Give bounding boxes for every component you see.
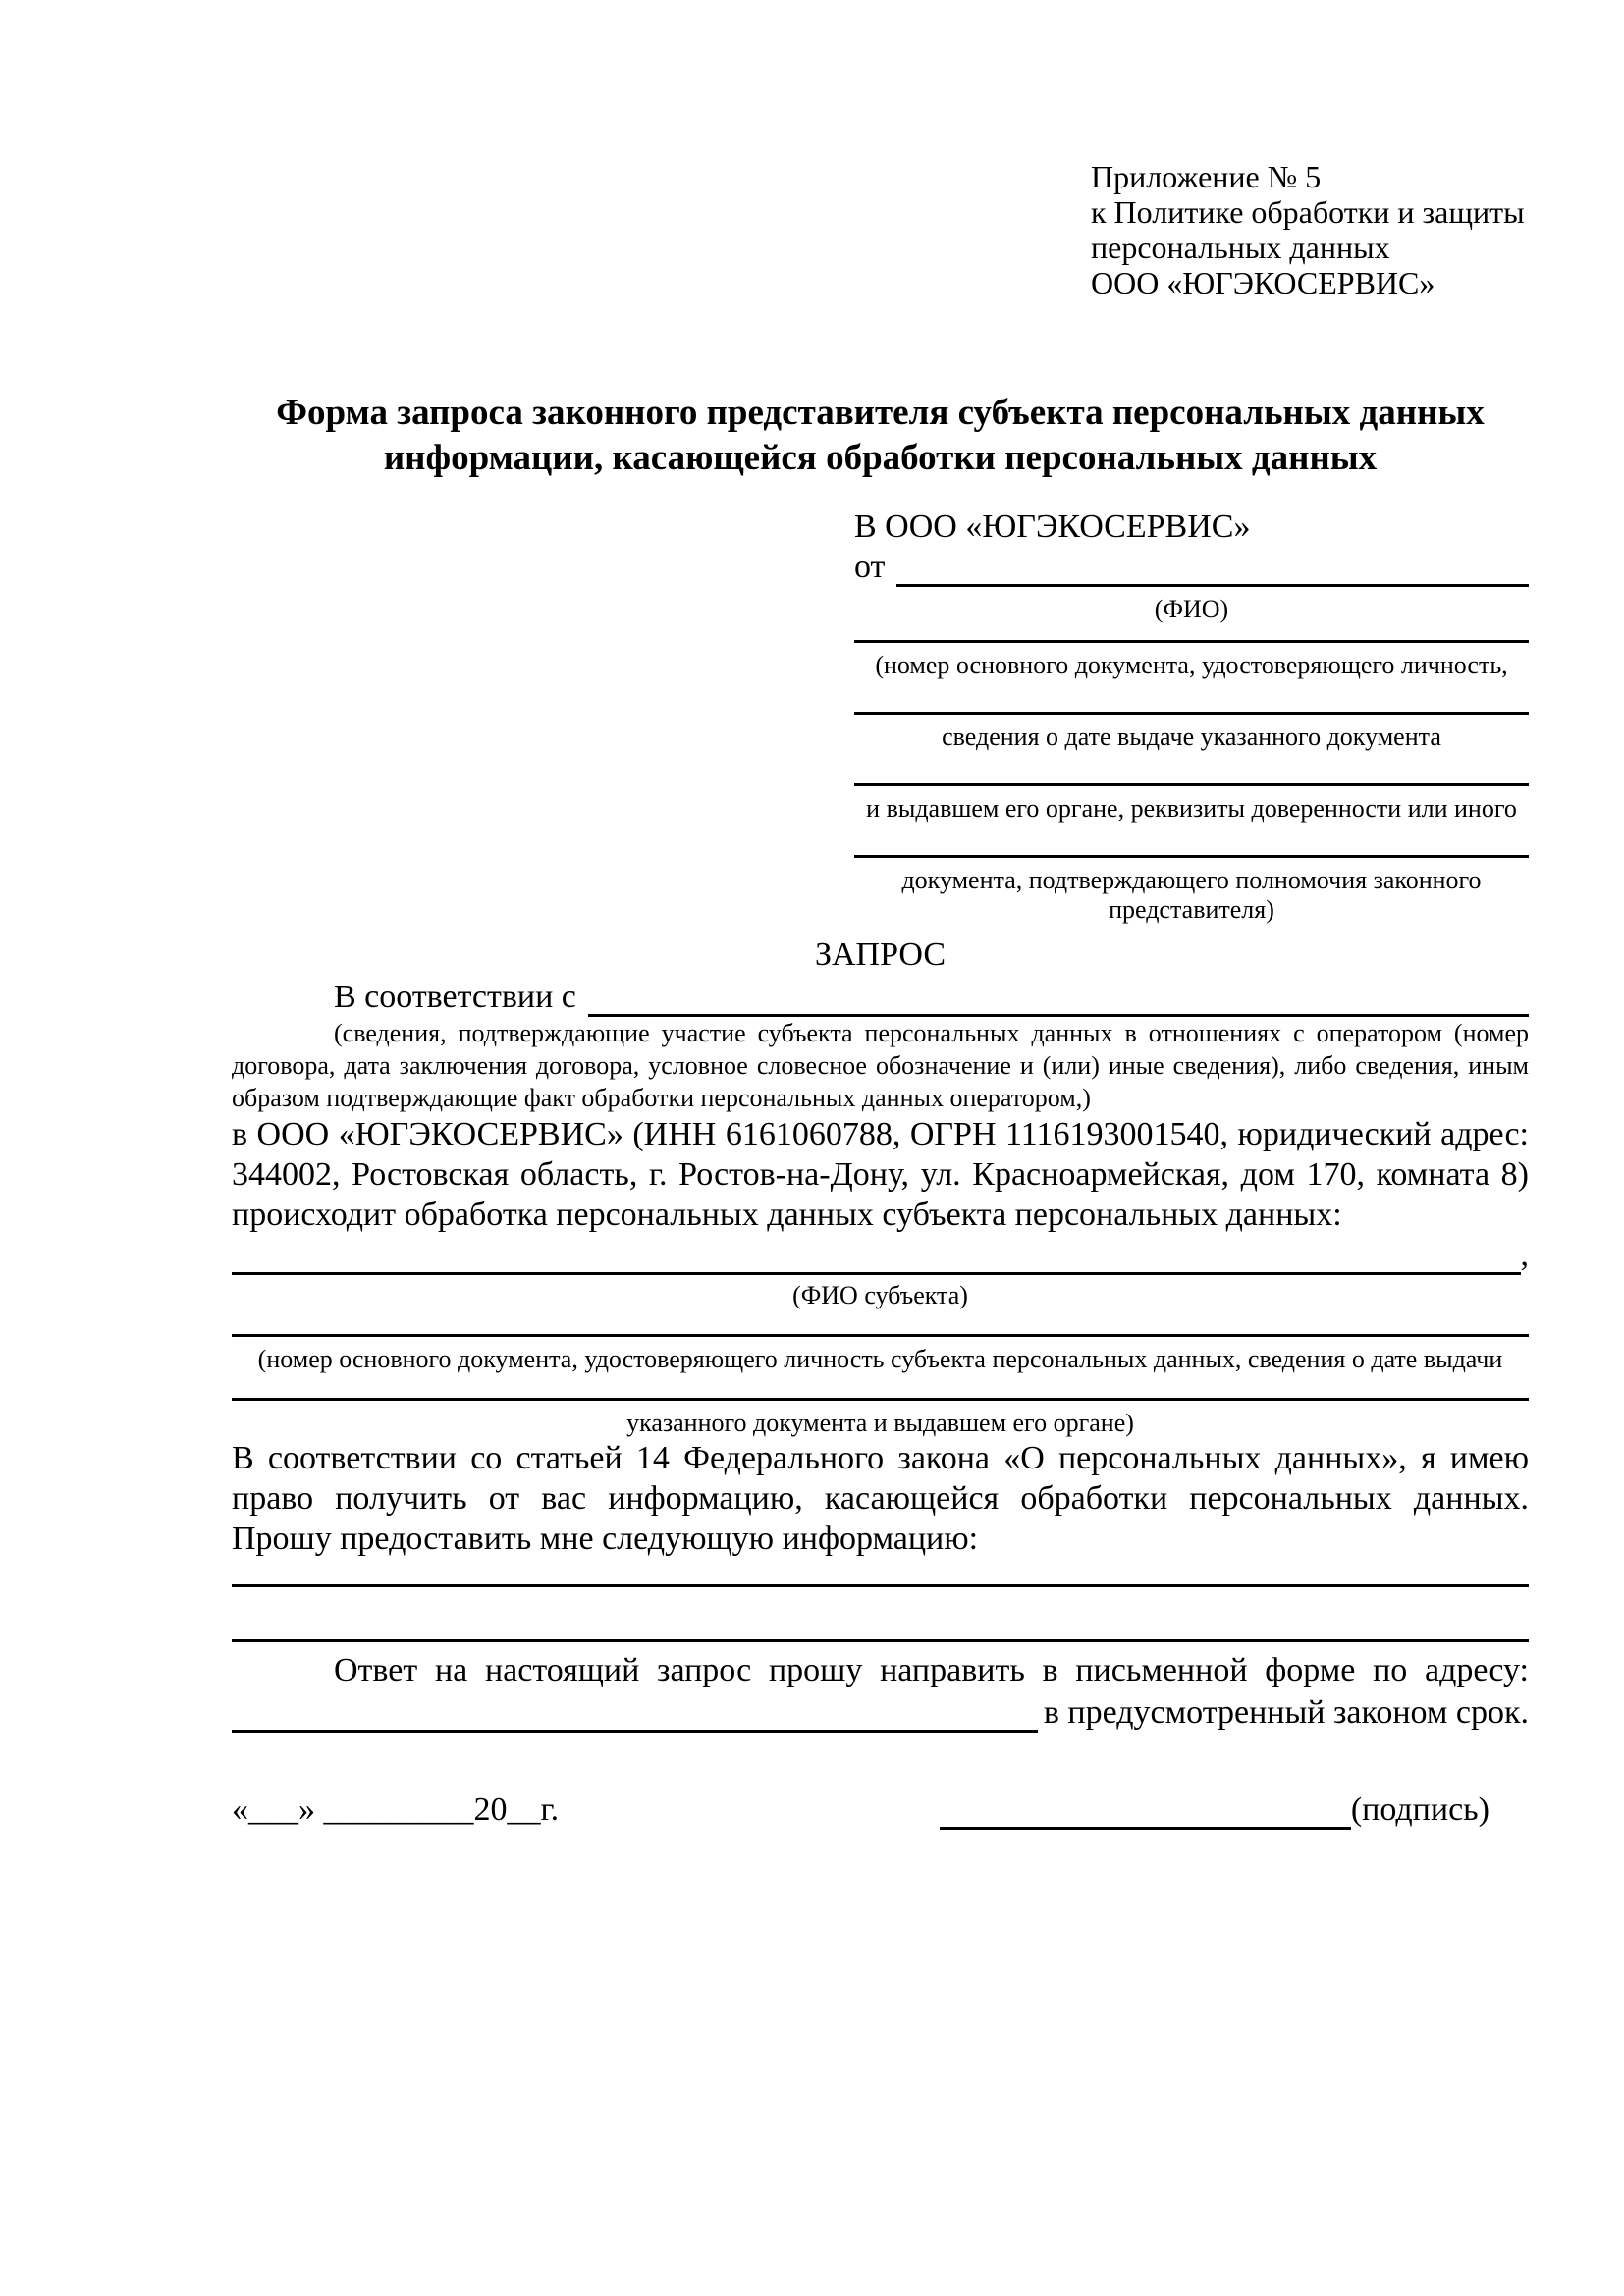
opening-fine-print: (сведения, подтверждающие участие субъекта персональных данных в отношениях с оператором (номер договора, дата заключения договора, условное словесное обозначение и (или) иные сведения), либо сведения, иным образом подтверждающие факт обработки персональных данных оператором,): [232, 1019, 1529, 1112]
from-blank-line: [896, 547, 1529, 587]
from-field: [854, 547, 1529, 587]
authority-hint: документа, подтверждающего полномочия законного представителя): [901, 866, 1482, 924]
appendix-note-line: Приложение № 5: [1091, 159, 1322, 194]
response-address-field: [232, 1692, 1529, 1733]
fio-hint: (ФИО): [1154, 595, 1229, 623]
appendix-note-line: персональных данных: [1091, 230, 1390, 265]
subject-fio-hint: (ФИО субъекта): [792, 1281, 968, 1309]
response-tail: в предусмотренный законом срок.: [1043, 1694, 1529, 1731]
addressee-block: [854, 507, 1529, 925]
subject-fio-blank-line: [232, 1235, 1521, 1275]
issuer-blank-line: [854, 783, 1529, 786]
operator-paragraph: в ООО «ЮГЭКОСЕРВИС» (ИНН 6161060788, ОГРН 1116193001540, юридический адрес: 344002, Ростовская область, г. Ростов-на-Дону, ул. Красноармейская, дом 170, комната 8) происходит обработка персональных данных субъекта персональных данных:: [232, 1116, 1529, 1233]
signature-field: [940, 1789, 1489, 1830]
request-heading: ЗАПРОС: [814, 936, 947, 973]
issue-date-hint: сведения о дате выдаче указанного документа: [942, 722, 1441, 751]
info-blank-line-1: [232, 1584, 1529, 1587]
law-paragraph: В соответствии со статьей 14 Федерального закона «О персональных данных», я имею право получить от вас информацию, касающейся обработки персональных данных. Прошу предоставить мне следующую информацию:: [232, 1440, 1529, 1557]
from-prefix: от: [854, 549, 886, 585]
appendix-note: [1091, 159, 1529, 300]
subject-fio-field: [232, 1235, 1529, 1275]
subject-doc-hint-1: (номер основного документа, удостоверяющего личность субъекта персональных данных, сведения о дате выдачи: [257, 1345, 1503, 1373]
response-paragraph: Ответ на настоящий запрос прошу направить в письменной форме по адресу:: [334, 1652, 1529, 1688]
subject-line-comma: ,: [1520, 1237, 1529, 1273]
issue-date-blank-line: [854, 712, 1529, 715]
signature-hint: (подпись): [1350, 1791, 1489, 1828]
doc-number-blank-line: [854, 640, 1529, 643]
form-title: [232, 391, 1529, 481]
info-blank-line-2: [232, 1639, 1529, 1642]
appendix-note-line: ООО «ЮГЭКОСЕРВИС»: [1091, 265, 1435, 300]
opening-line: [232, 977, 1529, 1017]
subject-issuer-blank-line: [232, 1398, 1529, 1401]
recipient-name: В ООО «ЮГЭКОСЕРВИС»: [854, 508, 1251, 545]
subject-doc-blank-line: [232, 1334, 1529, 1337]
doc-number-hint: (номер основного документа, удостоверяющего личность,: [875, 651, 1508, 679]
response-address-blank-line: [232, 1692, 1038, 1733]
form-title-line-1: Форма запроса законного представителя субъекта персональных данных: [276, 393, 1485, 433]
signature-blank-line: [940, 1827, 1351, 1830]
opening-blank-line: [588, 977, 1529, 1017]
issuer-hint: и выдавшем его органе, реквизиты доверенности или иного: [866, 794, 1517, 823]
form-title-line-2: информации, касающейся обработки персональных данных: [383, 438, 1378, 478]
appendix-note-line: к Политике обработки и защиты: [1091, 194, 1525, 230]
subject-doc-hint-2: указанного документа и выдавшем его органе): [626, 1409, 1134, 1437]
authority-blank-line: [854, 855, 1529, 858]
date-placeholder: «___» _________20__г.: [232, 1791, 560, 1828]
opening-prefix: В соответствии с: [334, 979, 576, 1015]
signature-row: [232, 1789, 1529, 1830]
